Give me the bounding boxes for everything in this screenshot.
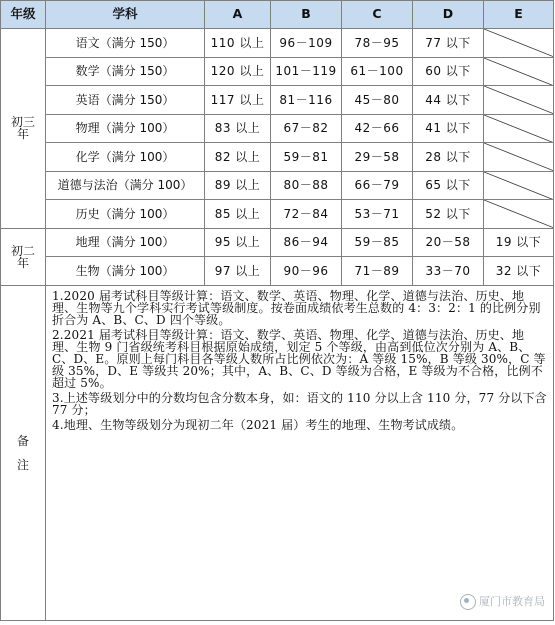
note-item: 4.地理、生物等级划分为现初二年（2021 届）考生的地理、生物考试成绩。 — [52, 417, 464, 432]
notes-label-line2: 注 — [16, 457, 29, 472]
table-row — [1, 57, 554, 86]
header-year: 年级 — [1, 1, 46, 29]
grade-e-cell: 19 以下 — [484, 228, 554, 257]
grade-b-cell: 59－81 — [271, 143, 342, 172]
grade-a-cell: 110 以上 — [205, 29, 271, 58]
watermark — [460, 594, 545, 610]
grade-d-cell: 77 以下 — [413, 29, 484, 58]
grade-e-cell: 32 以下 — [484, 257, 554, 286]
grade-c-cell: 29－58 — [342, 143, 413, 172]
grade-a-cell: 120 以上 — [205, 57, 271, 86]
wechat-logo-icon — [460, 594, 476, 610]
grade-c-cell: 78－95 — [342, 29, 413, 58]
notes-label — [1, 285, 46, 620]
table-row — [1, 86, 554, 115]
grade2-label-line1: 初二 — [10, 243, 35, 258]
diagonal-slash — [484, 143, 553, 171]
grade-e-empty-cell — [484, 86, 554, 115]
grade-e-empty-cell — [484, 29, 554, 58]
diagonal-slash — [484, 58, 553, 86]
grade3-label-line2: 年 — [16, 127, 29, 142]
grade-b-cell: 96－109 — [271, 29, 342, 58]
table-row — [1, 143, 554, 172]
grade-b-cell: 101－119 — [271, 57, 342, 86]
grade-b-cell: 80－88 — [271, 171, 342, 200]
grade-e-empty-cell — [484, 143, 554, 172]
table-row — [1, 257, 554, 286]
diagonal-slash — [484, 200, 553, 228]
grade-d-cell: 65 以下 — [413, 171, 484, 200]
grade-a-cell: 97 以上 — [205, 257, 271, 286]
grade-d-cell: 41 以下 — [413, 114, 484, 143]
grade-a-cell: 117 以上 — [205, 86, 271, 115]
grade-e-empty-cell — [484, 114, 554, 143]
table-row — [1, 29, 554, 58]
watermark-text: 厦门市教育局 — [479, 595, 545, 608]
grade-b-cell: 90－96 — [271, 257, 342, 286]
grade-b-cell: 81－116 — [271, 86, 342, 115]
grade-d-cell: 28 以下 — [413, 143, 484, 172]
diagonal-slash — [484, 86, 553, 114]
diagonal-slash — [484, 172, 553, 200]
subject-cell: 道德与法治（满分 100） — [46, 171, 205, 200]
grade-a-cell: 82 以上 — [205, 143, 271, 172]
notes-label-line1: 备 — [16, 433, 29, 448]
grade-c-cell: 66－79 — [342, 171, 413, 200]
grade-e-empty-cell — [484, 57, 554, 86]
subject-cell: 语文（满分 150） — [46, 29, 205, 58]
grade-d-cell: 44 以下 — [413, 86, 484, 115]
diagonal-slash — [484, 29, 553, 57]
grade-c-cell: 59－85 — [342, 228, 413, 257]
grade-b-cell: 67－82 — [271, 114, 342, 143]
grade-d-cell: 33－70 — [413, 257, 484, 286]
header-e: E — [484, 1, 554, 29]
grade-d-cell: 60 以下 — [413, 57, 484, 86]
grade-c-cell: 45－80 — [342, 86, 413, 115]
subject-cell: 英语（满分 150） — [46, 86, 205, 115]
grade-d-cell: 20－58 — [413, 228, 484, 257]
grade3-label — [1, 29, 46, 229]
grade-d-cell: 52 以下 — [413, 200, 484, 229]
grade-c-cell: 53－71 — [342, 200, 413, 229]
grade-e-empty-cell — [484, 171, 554, 200]
subject-cell: 数学（满分 150） — [46, 57, 205, 86]
notes-row — [1, 285, 554, 620]
notes-content — [46, 285, 554, 620]
header-b: B — [271, 1, 342, 29]
header-subject: 学科 — [46, 1, 205, 29]
grade-a-cell: 89 以上 — [205, 171, 271, 200]
grade2-label — [1, 228, 46, 285]
grade-a-cell: 95 以上 — [205, 228, 271, 257]
table-row — [1, 171, 554, 200]
table-row — [1, 114, 554, 143]
grade-a-cell: 85 以上 — [205, 200, 271, 229]
header-a: A — [205, 1, 271, 29]
table-row — [1, 228, 554, 257]
grade-e-empty-cell — [484, 200, 554, 229]
grade-c-cell: 71－89 — [342, 257, 413, 286]
subject-cell: 地理（满分 100） — [46, 228, 205, 257]
diagonal-slash — [484, 115, 553, 143]
grade2-label-line2: 年 — [16, 255, 29, 270]
header-c: C — [342, 1, 413, 29]
subject-cell: 生物（满分 100） — [46, 257, 205, 286]
note-item: 3.上述等级划分中的分数均包含分数本身，如：语文的 110 分以上含 110 分，77 分以下含 77 分； — [52, 390, 547, 417]
subject-cell: 化学（满分 100） — [46, 143, 205, 172]
grade-c-cell: 42－66 — [342, 114, 413, 143]
header-row — [1, 1, 554, 29]
grade3-label-line1: 初三 — [10, 115, 35, 130]
subject-cell: 历史（满分 100） — [46, 200, 205, 229]
note-item: 2.2021 届考试科目等级计算：语文、数学、英语、物理、化学、道德与法治、历史、地理、生物 9 门省级统考科目根据原始成绩，划定 5 个等级，由高到低位次分别为 A、B、C、D、E。原则上每门科目各等级人数所占比例依次为：A 等级 15%，B 等级 30%，C 等级 35%，D、E 等级共 20%；其中，A、B、C、D 等级为合格，E 等级为不合格，比例不超过 5%。 — [52, 327, 546, 390]
grade-b-cell: 72－84 — [271, 200, 342, 229]
grade-b-cell: 86－94 — [271, 228, 342, 257]
header-d: D — [413, 1, 484, 29]
subject-cell: 物理（满分 100） — [46, 114, 205, 143]
grade-a-cell: 83 以上 — [205, 114, 271, 143]
note-item: 1.2020 届考试科目等级计算：语文、数学、英语、物理、化学、道德与法治、历史、地理、生物等九个学科实行考试等级制度。按卷面成绩依考生总数的 4：3：2：1 的比例分别折合为 A、B、C、D 四个等级。 — [52, 288, 541, 327]
table-row — [1, 200, 554, 229]
grade-c-cell: 61－100 — [342, 57, 413, 86]
